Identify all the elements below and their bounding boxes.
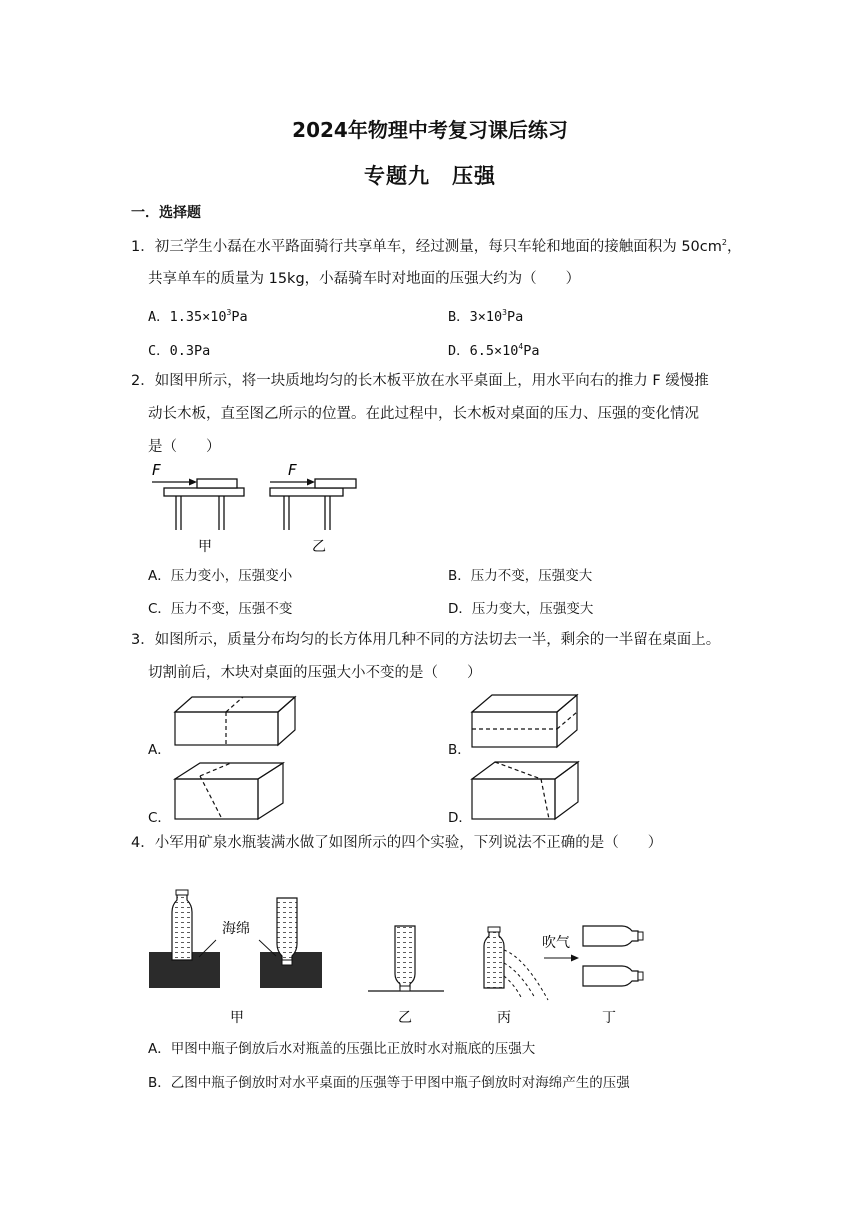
figure-caption: 甲: [198, 539, 212, 555]
bottle-horizontal: [583, 926, 638, 946]
question-3-option-c: C．: [148, 810, 171, 826]
question-3-line-1: 3．如图所示，质量分布均匀的长方体用几种不同的方法切去一半，剩余的一半留在桌面上。: [131, 632, 721, 648]
question-2-option-c: C．压力不变，压强不变: [148, 601, 293, 617]
question-4-option-a: A．甲图中瓶子倒放后水对瓶盖的压强比正放时水对瓶底的压强大: [148, 1041, 536, 1057]
question-2-line-3: 是（ ）: [148, 439, 221, 455]
question-1-line-1: 1．初三学生小磊在水平路面骑行共享单车，经过测量，每只车轮和地面的接触面积为 $50cm^2$，: [131, 238, 742, 255]
table-figure-yi: [270, 461, 356, 555]
question-1-line-2: 共享单车的质量为 15kg，小磊骑车时对地面的压强大约为（ ）: [148, 271, 581, 287]
force-label: F: [152, 461, 161, 479]
question-3-line-2: 切割前后，木块对桌面的压强大小不变的是（ ）: [148, 665, 482, 681]
table-top: [164, 488, 244, 496]
question-3-option-b: B．: [448, 742, 471, 758]
table-top: [270, 488, 343, 496]
box-option-a: [175, 697, 295, 745]
box-option-c: [175, 763, 283, 819]
figure-caption: 乙: [312, 539, 326, 555]
question-1-option-d: D．$6.5\times 10^4Pa$: [448, 342, 540, 359]
question-2-line-2: 动长木板，直至图乙所示的位置。在此过程中，长木板对桌面的压力、压强的变化情况: [148, 406, 699, 422]
wooden-board: [197, 479, 237, 488]
bottle-upright: [172, 893, 192, 960]
question-3-figures: [175, 695, 578, 819]
question-4-figure: [149, 890, 643, 1026]
bottle-inverted: [277, 898, 297, 962]
bottle-with-holes: [484, 931, 504, 988]
figure-caption: 乙: [398, 1010, 412, 1026]
wooden-board: [315, 479, 356, 488]
question-2-option-a: A．压力变小，压强变小: [148, 568, 293, 584]
box-option-d: [472, 762, 578, 819]
question-1-option-b: B．$3\times 10^3Pa$: [448, 308, 524, 325]
bottle-horizontal: [583, 966, 638, 986]
blow-label: 吹气: [542, 935, 570, 951]
question-2-option-b: B．压力不变，压强变大: [448, 568, 593, 584]
figure-caption: 甲: [230, 1010, 244, 1026]
question-3-option-d: D．: [448, 810, 472, 826]
question-4-line-1: 4．小军用矿泉水瓶装满水做了如图所示的四个实验，下列说法不正确的是（ ）: [131, 835, 663, 851]
page-subtitle: 专题九 压强: [364, 164, 496, 188]
force-label: F: [288, 461, 297, 479]
question-3-option-a: A．: [148, 742, 171, 758]
question-2-line-1: 2．如图甲所示，将一块质地均匀的长木板平放在水平桌面上，用水平向右的推力 F 缓慢推: [131, 373, 709, 389]
bottle-inverted: [395, 926, 415, 988]
section-heading: 一．选择题: [131, 205, 201, 221]
question-2-option-d: D．压力变大，压强变大: [448, 601, 594, 617]
table-figure-jia: [152, 461, 244, 555]
box-option-b: [472, 695, 577, 747]
question-1-option-a: A．$1.35\times 10^3Pa$: [148, 308, 248, 325]
figure-caption: 丁: [602, 1010, 616, 1026]
figure-caption: 丙: [497, 1010, 511, 1026]
sponge-label: 海绵: [222, 921, 250, 937]
question-4-option-b: B．乙图中瓶子倒放时对水平桌面的压强等于甲图中瓶子倒放时对海绵产生的压强: [148, 1075, 630, 1091]
page-title: 2024年物理中考复习课后练习: [292, 118, 568, 142]
question-1-option-c: C．0.3Pa: [148, 343, 211, 359]
